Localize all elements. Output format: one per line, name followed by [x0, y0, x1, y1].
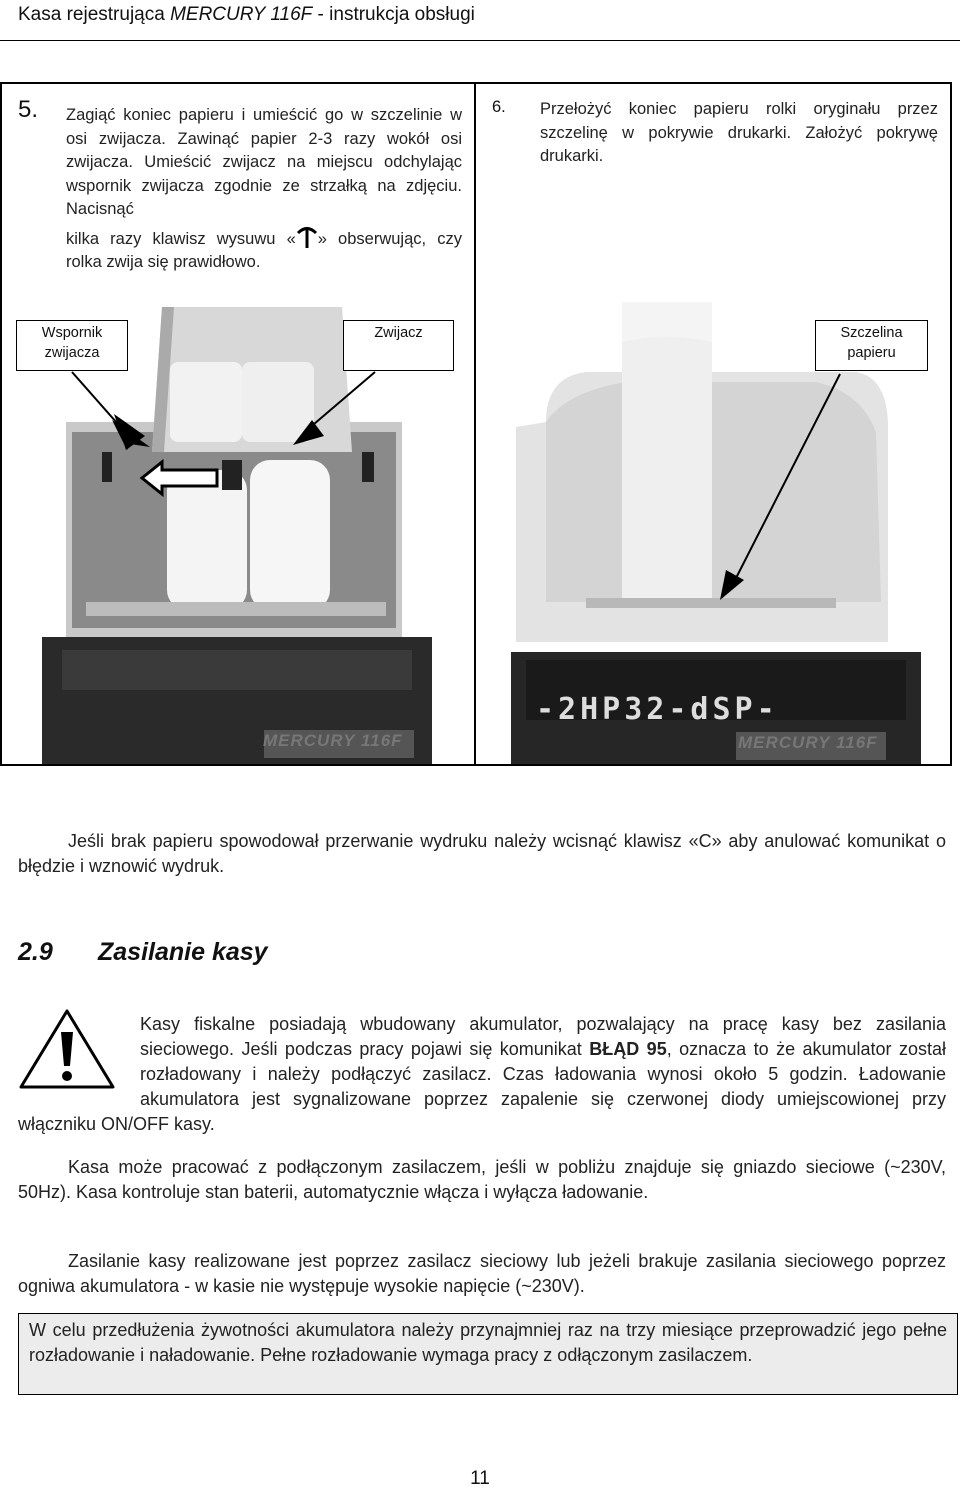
step5-instructions [66, 104, 462, 275]
paper-error-paragraph: Jeśli brak papieru spowodował przerwanie wydruku należy wcisnąć klawisz «C» aby anulować komunikat o błędzie i wznowić wydruk. [18, 831, 946, 876]
photo-open-printer [2, 302, 474, 764]
fiscal-display: -2HP32-dSP- [536, 692, 779, 727]
warning-float-spacer [18, 1012, 140, 1112]
power-paragraph-1 [18, 1012, 946, 1137]
step5-text-b: kilka razy klawisz wysuwu « [66, 229, 296, 248]
power-p1-a: Kasy fiskalne posiadają wbudowany akumulator, pozwalający na pracę kasy bez zasilania sieciowego. Jeśli podczas pracy pojawi się komunikat [140, 1014, 946, 1059]
header-title-start: Kasa rejestrująca [18, 4, 171, 25]
header-title-model: MERCURY 116F [170, 4, 313, 25]
step6-instructions: Przełożyć koniec papieru rolki oryginału przez szczelinę w pokrywie drukarki. Założyć pokrywę drukarki. [540, 100, 938, 165]
label-paper-slot: Szczelina papieru [815, 320, 928, 371]
brand-plate-right: MERCURY 116F [738, 733, 878, 752]
step5-text-c: » obserwując, czy rolka zwija się prawidłowo. [66, 229, 462, 271]
label-winder: Zwijacz [343, 320, 454, 371]
power-paragraph-3: Zasilanie kasy realizowane jest poprzez zasilacz sieciowy lub jeżeli brakuje zasilania sieciowego poprzez ogniwa akumulatora - w kasie nie występuje wysokie napięcie (~230V). [18, 1251, 946, 1296]
header-title-end: - instrukcja obsługi [312, 4, 475, 25]
paper-feed-arrow-icon [296, 226, 318, 248]
step6-number: 6. [492, 98, 506, 116]
error-code-blad95: BŁĄD 95 [589, 1039, 667, 1059]
step5-text-a: Zagiąć koniec papieru i umieścić go w szczelinie w osi zwijacza. Zawinąć papier 2-3 razy wokół osi zwijacza. Umieścić zwijacz na miejscu odchylając wspornik zwijacza zgodnie ze strzałką na zdjęciu. Nacisnąć [66, 106, 462, 218]
label-winder-support: Wspornik zwijacza [16, 320, 128, 371]
power-p1-b: , oznacza to że akumulator został rozładowany i należy podłączyć zasilacz. Czas ładowania wynosi około 5 godzin. Ładowanie akumulatora jest sygnalizowane poprzez zapalenie się czerwonej diody umiejscowionej przy włączniku ON/OFF kasy. [18, 1039, 947, 1134]
section-number: 2.9 [18, 938, 53, 966]
battery-maintenance-note: W celu przedłużenia żywotności akumulatora należy przynajmniej raz na trzy miesiące przeprowadzić jego pełne rozładowanie i naładowanie. Pełne rozładowanie wymaga pracy z odłączonym zasilaczem. [18, 1313, 958, 1395]
header-rule [0, 40, 960, 41]
step5-number: 5. [18, 96, 39, 123]
section-title: Zasilanie kasy [98, 938, 268, 966]
brand-plate-left: MERCURY 116F [263, 731, 403, 750]
page-header [18, 4, 475, 26]
page-number: 11 [470, 1468, 490, 1489]
power-paragraph-2: Kasa może pracować z podłączonym zasilaczem, jeśli w pobliżu znajduje się gniazdo sieciowe (~230V, 50Hz). Kasa kontroluje stan baterii, automatycznie włącza i wyłącza ładowanie. [18, 1157, 946, 1202]
